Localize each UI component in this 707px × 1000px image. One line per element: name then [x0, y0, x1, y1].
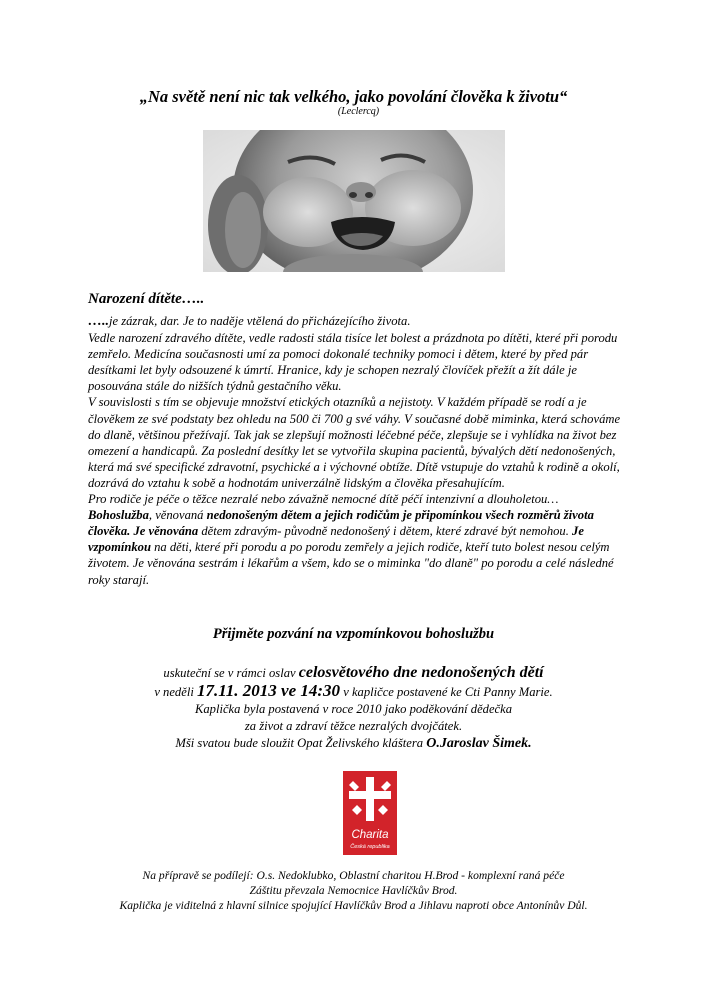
quote-author: (Leclercq) — [337, 106, 380, 117]
newborn-baby-photo — [203, 130, 505, 272]
details-line — [0, 735, 707, 752]
details-line: Kaplička byla postavená v roce 2010 jako poděkování dědečka — [194, 702, 513, 716]
footer-line: Kaplička je viditelná z hlavní silnice spojující Havlíčkův Brod a Jihlavu naproti obce Antonínův Důl. — [119, 899, 588, 912]
paragraph-text: na děti, které při porodu a po porodu zemřely a jejich rodiče, kteří tuto bolest nesou celým životem. Je věnována sestrám i lékařům a všem, kdo se o miminka "do dlaně" po porodu a celé následné roky starají. — [88, 540, 614, 587]
details-line — [0, 682, 707, 701]
footer-line: Na přípravě se podílejí: O.s. Nedoklubko, Oblastní charitou H.Brod - komplexní raná péče — [142, 869, 565, 882]
paragraph-text: , věnovaná — [148, 508, 207, 523]
details-text: Mši svatou bude sloužit Opat Želivského kláštera — [175, 736, 427, 750]
paragraph — [88, 507, 633, 587]
event-details — [0, 664, 707, 752]
invitation-heading: Přijměte pozvání na vzpomínkovou bohoslužbu — [212, 626, 495, 642]
bold-text: Je věnována — [133, 524, 199, 539]
bold-text: nedonošeným dětem a jejich rodičům je připomínkou všech rozměrů života člověka. — [88, 508, 594, 539]
bold-text: Bohoslužba — [88, 508, 149, 523]
details-line: za život a zdraví těžce nezralých dvojčátek. — [244, 719, 463, 733]
bold-text: Je vzpomínkou — [88, 524, 584, 555]
event-name: celosvětového dne nedonošených dětí — [298, 664, 544, 681]
paragraph-text: dětem zdravým- původně nedonošený i dětem, které zdravé být nemohou. — [198, 524, 573, 539]
paragraph-text: je zázrak, dar. Je to naděje vtělená do přicházejícího života. — [109, 314, 411, 328]
paragraph: Pro rodiče je péče o těžce nezralé nebo závažně nemocné dítě péčí intenzivní a dlouholetou… — [88, 492, 559, 507]
details-text: v neděli — [154, 685, 197, 699]
charita-logo — [343, 771, 397, 855]
body-text — [88, 313, 633, 588]
footer-line: Záštitu převzala Nemocnice Havlíčkův Brod. — [249, 884, 458, 897]
quote: „Na světě není nic tak velkého, jako povolání člověka k životu“ — [139, 87, 568, 106]
paragraph: Vedle narození zdravého dítěte, vedle radosti stála tisíce let bolest a prázdnota po dítěti, které při porodu zemřelo. Medicína současnosti umí za pomoci dokonalé techniky pomoci i dětem, které by před pár desítkami let byly odsouzené k úmrtí. Hranice, kdy je schopen nezralý človíček přežít a žít dále je posouvána stále do nižších týdnů gestačního věku. — [88, 331, 618, 394]
logo-name: Charita — [351, 829, 389, 841]
event-date-time: 17.11. 2013 ve 14:30 — [196, 681, 341, 700]
details-text: uskuteční se v rámci oslav — [163, 666, 299, 680]
celebrant-name: O.Jaroslav Šimek. — [426, 736, 532, 751]
details-text: v kapličce postavené ke Cti Panny Marie. — [340, 685, 553, 699]
footer — [0, 868, 707, 913]
paragraph: V souvislosti s tím se objevuje množství etických otazníků a nejistoty. V každém případě se rodí a je člověkem ze své podstaty bez ohledu na 500 či 700 g své váhy. V současné době miminka, která schováme do dlaně, většinou přežívají. Tak jak se zlepšují možnosti léčebné péče, zlepšuje se i vyhlídka na život bez omezení a handicapů. Za poslední desítky let se vytvořila skupina pacientů, bývalých dětí nedonošených, která má své specifické zdravotní, psychické a i výchovné obtíže. Dítě vstupuje do vztahů k rodině a okolí, dozrává do vztahu k sobě a hodnotám univerzálně lidským a člověka přesahujícím. — [88, 395, 621, 490]
details-line — [0, 664, 707, 682]
ellipsis: ….. — [88, 314, 109, 329]
paragraph — [88, 313, 633, 330]
logo-subtitle: Česká republika — [350, 844, 390, 850]
section-heading: Narození dítěte….. — [88, 291, 205, 307]
